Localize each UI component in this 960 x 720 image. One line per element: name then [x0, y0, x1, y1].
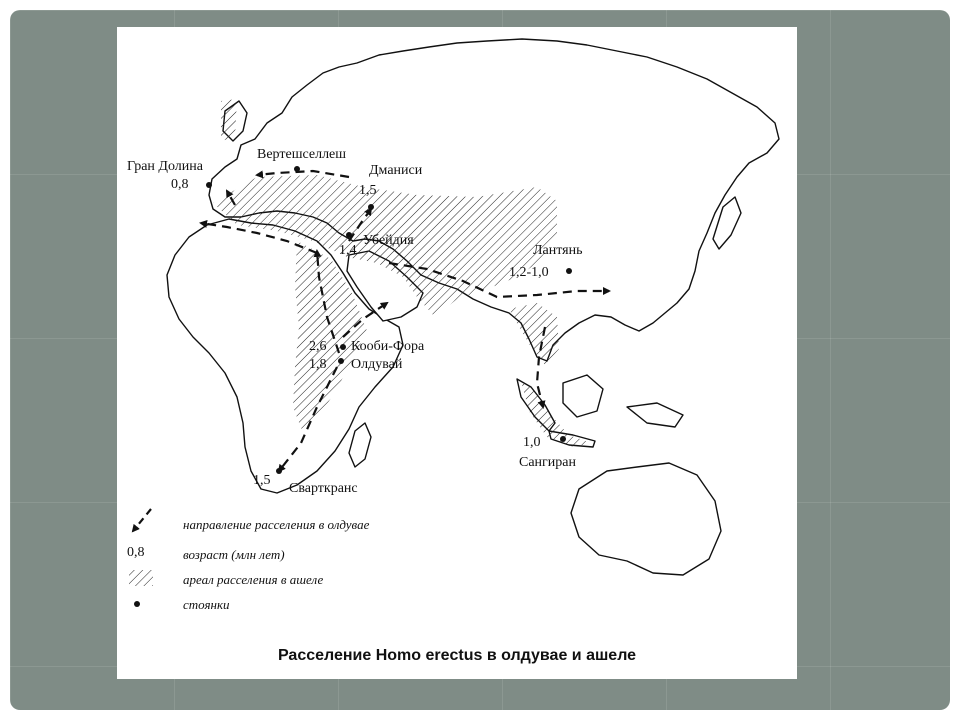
legend-hatch-symbol	[129, 570, 153, 586]
site-age-ubeidiya: 1,4	[339, 243, 357, 258]
site-age-gran-dolina: 0,8	[171, 177, 189, 192]
legend-hatch-text: ареал расселения в ашеле	[183, 572, 324, 587]
site-dot-olduvai	[338, 358, 344, 364]
map-figure	[117, 27, 797, 679]
site-age-dmanisi: 1,5	[359, 183, 377, 198]
site-label-swartkrans: Сварткранс	[289, 481, 358, 496]
legend-dot-text: стоянки	[183, 597, 230, 612]
map-caption: Расселение Homo erectus в олдувае и ашеле	[277, 647, 637, 664]
site-age-olduvai: 1,8	[309, 357, 327, 372]
site-dot-ubeidiya	[346, 232, 352, 238]
site-label-gran-dolina: Гран Долина	[127, 159, 203, 174]
site-label-olduvai: Олдувай	[351, 357, 403, 372]
site-label-dmanisi: Дманиси	[369, 163, 423, 178]
site-dot-swartkrans	[276, 468, 282, 474]
site-label-ubeidiya: Убейдия	[363, 233, 414, 248]
site-age-sangiran: 1,0	[523, 435, 541, 450]
site-label-koobi-fora: Кооби-Фора	[351, 339, 425, 354]
site-dot-gran-dolina	[206, 182, 212, 188]
site-age-koobi-fora: 2,6	[309, 339, 327, 354]
site-dot-dmanisi	[368, 204, 374, 210]
site-age-swartkrans: 1,5	[253, 473, 271, 488]
site-dot-lantian	[566, 268, 572, 274]
site-label-lantian: Лантянь	[533, 243, 583, 258]
site-label-vertesszollos: Вертешселлеш	[257, 147, 347, 162]
newguinea-shape	[627, 403, 683, 427]
site-age-lantian: 1,2-1,0	[509, 265, 549, 280]
legend-dot-symbol	[134, 601, 140, 607]
madagascar-shape	[349, 423, 371, 467]
legend-arrow-text: направление расселения в олдувае	[183, 517, 370, 532]
legend-age-text: возраст (млн лет)	[183, 547, 285, 562]
site-dot-sangiran	[560, 436, 566, 442]
site-dot-koobi-fora	[340, 344, 346, 350]
legend-arrow-symbol	[133, 509, 151, 531]
site-label-sangiran: Сангиран	[519, 455, 576, 470]
borneo-shape	[563, 375, 603, 417]
australia-shape	[571, 463, 721, 575]
site-dot-vertesszollos	[294, 166, 300, 172]
landmasses	[167, 39, 779, 575]
legend-age-sample: 0,8	[127, 545, 145, 560]
